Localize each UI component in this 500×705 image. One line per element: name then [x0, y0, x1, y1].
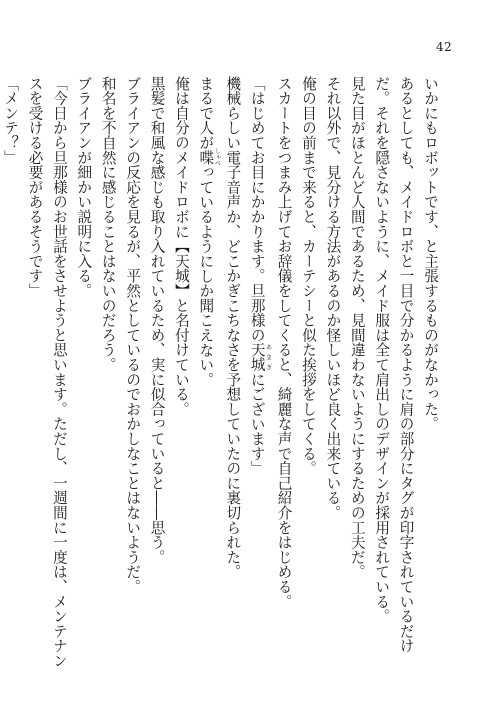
text-line: いかにもロボットです、と主張するものがなかった。	[422, 76, 439, 432]
text-line: ブライアンの反応を見るが、平然としているのでおかしなことはないようだ。	[124, 76, 142, 594]
text-line: あるとしても、メイドロボと一目で分かるように肩の部分にタグが印字されているだけ	[397, 76, 415, 654]
text-line: まるで人が喋 しゃべっているようにしか聞こえない。	[197, 76, 221, 387]
dialogue-line: 「今日から旦那様のお世話をさせようと思います。ただし、一週間に一度は、メンテナン	[50, 76, 68, 668]
text-line: ブライアンが細かい説明に入る。	[75, 76, 93, 298]
text-line: 和名を不自然に感じることはないのだろう。	[99, 76, 117, 372]
text-line: 俺の目の前まで来ると、カーテシーと似た挨拶をしてくる。	[299, 76, 317, 476]
dialogue-line: 「メンテ？」	[2, 76, 20, 165]
furigana-shabette: 喋 しゃべ	[197, 148, 221, 167]
furigana-amagi: 天城 あまぎ	[248, 342, 272, 373]
text-line: 見た目がほとんど人間であるため、見間違わないようにするための工夫だ。	[348, 76, 366, 580]
text-line: 機械らしい電子音声か、どこかぎこちなさを予想していたのに裏切られた。	[224, 76, 242, 580]
dialogue-line: スを受ける必要があるそうです」	[26, 76, 44, 298]
page-number: 42	[436, 40, 453, 54]
vertical-text-body	[2, 76, 442, 686]
text-line: それ以外で、見分ける方法があるのか怪しいほど良く出来ている。	[324, 76, 342, 520]
text-line: 黒髪で和風な感じも取り入れているため、実に似合っていると――思う。	[148, 76, 166, 565]
text-line: スカートをつまみ上げてお辞儀をしてくると、綺麗な声で自己紹介をはじめる。	[275, 76, 293, 609]
text-line: だ。それを隠さないように、メイド服は全て肩出しのデザインが採用されている。	[373, 76, 391, 624]
text-line: 俺は自分のメイドロボに【天城】と名付けている。	[172, 76, 190, 417]
dialogue-line: 「はじめてお目にかかります。旦那様の天城 あまぎにございます」	[248, 76, 272, 476]
